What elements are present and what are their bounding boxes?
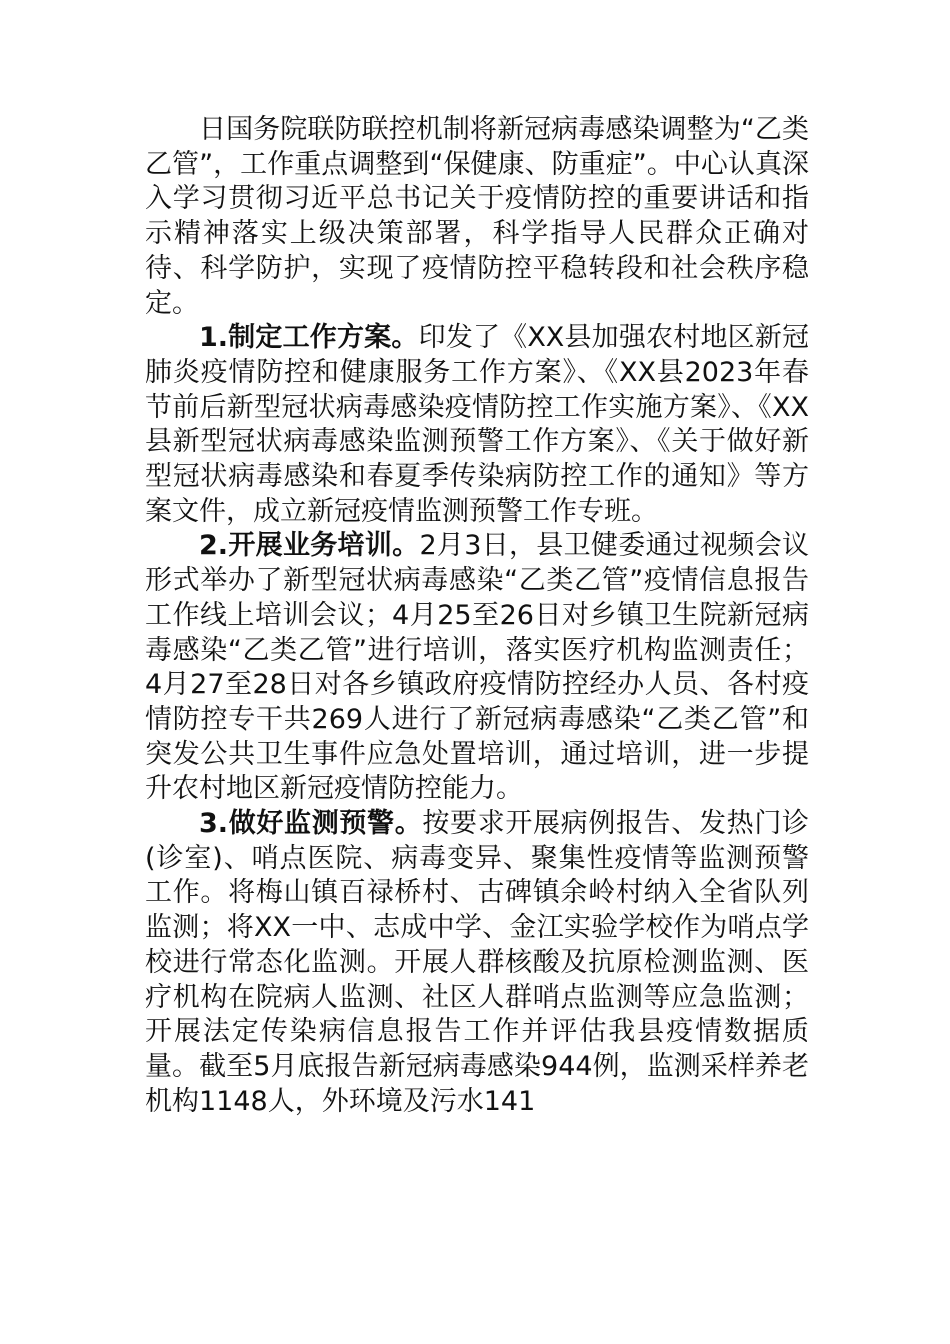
- paragraph-heading: 1.制定工作方案。: [199, 322, 419, 354]
- paragraph-text: 印发了《XX县加强农村地区新冠肺炎疫情防控和健康服务工作方案》、《XX县2023年春节前后新型冠状病毒感染疫情防控工作实施方案》、《XX县新型冠状病毒感染监测预警工作方案》、《关于做好新型冠状病毒感染和春夏季传染病防控工作的通知》等方案文件，成立新冠疫情监测预警工作专班。: [145, 322, 810, 527]
- paragraph-text: 按要求开展病例报告、发热门诊(诊室)、哨点医院、病毒变异、聚集性疫情等监测预警工作。将梅山镇百禄桥村、古碑镇余岭村纳入全省队列监测；将XX一中、志成中学、金江实验学校作为哨点学校进行常态化监测。开展人群核酸及抗原检测监测、医疗机构在院病人监测、社区人群哨点监测等应急监测；开展法定传染病信息报告工作并评估我县疫情数据质量。截至5月底报告新冠病毒感染944例，监测采样养老机构1148人，外环境及污水141: [145, 808, 809, 1117]
- document-page: [145, 113, 809, 1119]
- paragraph-intro: [145, 113, 809, 321]
- paragraph-monitoring: [145, 807, 809, 1119]
- paragraph-heading: 3.做好监测预警。: [199, 808, 423, 840]
- paragraph-work-plan: [145, 321, 809, 529]
- paragraph-text: 日国务院联防联控机制将新冠病毒感染调整为“乙类乙管”，工作重点调整到“保健康、防重症”。中心认真深入学习贯彻习近平总书记关于疫情防控的重要讲话和指示精神落实上级决策部署，科学指导人民群众正确对待、科学防护，实现了疫情防控平稳转段和社会秩序稳定。: [145, 114, 809, 319]
- paragraph-heading: 2.开展业务培训。: [199, 530, 420, 562]
- paragraph-text: 2月3日，县卫健委通过视频会议形式举办了新型冠状病毒感染“乙类乙管”疫情信息报告工作线上培训会议；4月25至26日对乡镇卫生院新冠病毒感染“乙类乙管”进行培训，落实医疗机构监测责任；4月27至28日对各乡镇政府疫情防控经办人员、各村疫情防控专干共269人进行了新冠病毒感染“乙类乙管”和突发公共卫生事件应急处置培训，通过培训，进一步提升农村地区新冠疫情防控能力。: [145, 530, 810, 805]
- paragraph-training: [145, 529, 809, 807]
